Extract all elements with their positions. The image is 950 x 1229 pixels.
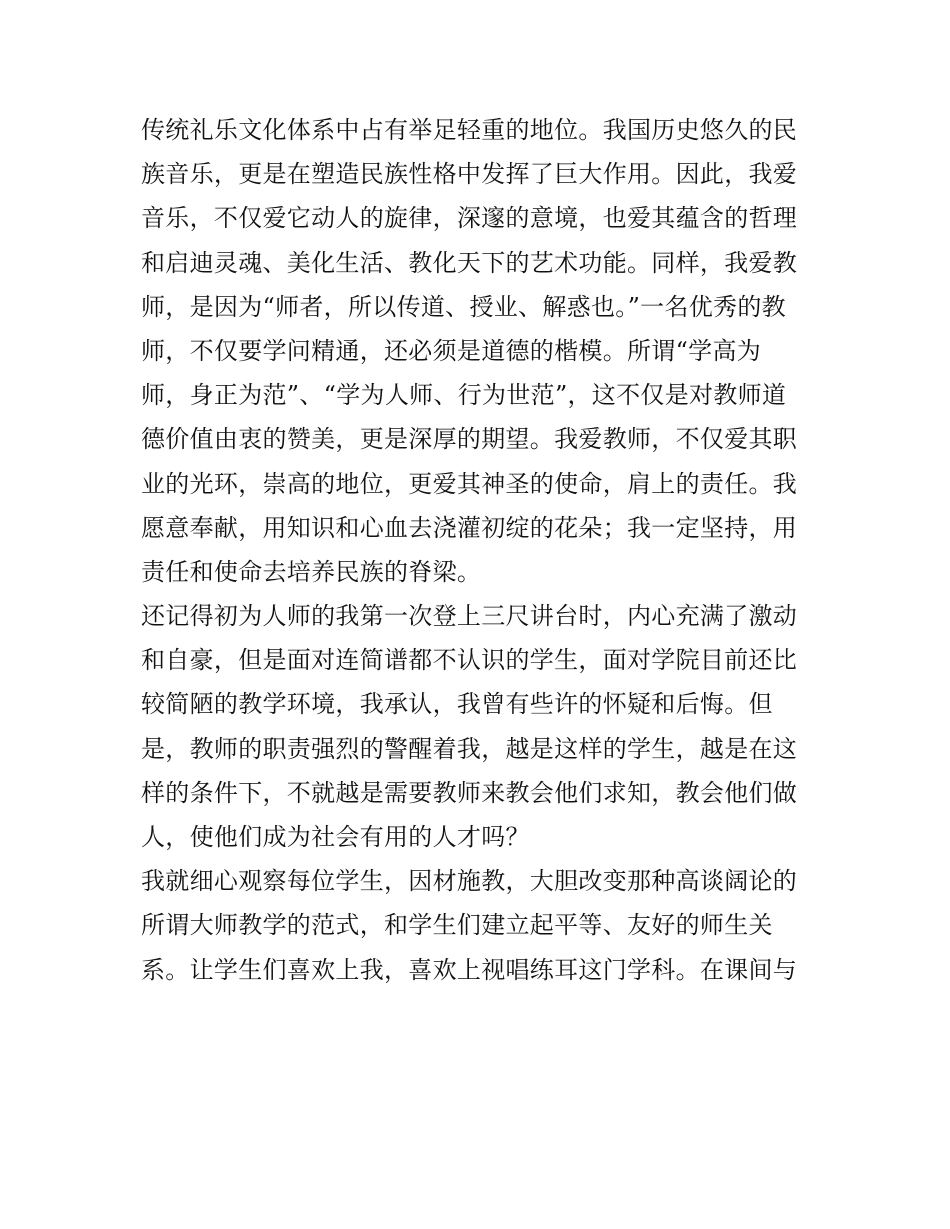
text-line: 传统礼乐文化体系中占有举足轻重的地位。我国历史悠久的民 [141,116,798,144]
text-line: 人，使他们成为社会有用的人才吗？ [141,823,530,851]
text-line: 业的光环，崇高的地位，更爱其神圣的使命，肩上的责任。我 [141,469,798,498]
text-line: 系。让学生们喜欢上我，喜欢上视唱练耳这门学科。在课间与 [141,955,798,984]
text-line: 还记得初为人师的我第一次登上三尺讲台时，内心充满了激动 [141,602,798,631]
text-line: 是，教师的职责强烈的警醒着我，越是这样的学生，越是在这 [141,734,798,763]
text-line: 师，是因为“师者，所以传道、授业、解惑也。”一名优秀的教 [141,292,786,321]
text-line: 德价值由衷的赞美，更是深厚的期望。我爱教师，不仅爱其职 [141,425,798,454]
text-line: 和自豪，但是面对连简谱都不认识的学生，面对学院目前还比 [141,646,798,675]
text-line: 师，身正为范”、“学为人师、行为世范”，这不仅是对教师道 [141,381,787,410]
text-line: 样的条件下，不就越是需要教师来教会他们求知，教会他们做 [141,778,798,807]
text-line: 所谓大师教学的范式，和学生们建立起平等、友好的师生关 [141,911,773,940]
text-line: 我就细心观察每位学生，因材施教，大胆改变那种高谈阔论的 [141,867,798,896]
text-line: 愿意奉献，用知识和心血去浇灌初绽的花朵；我一定坚持，用 [141,513,798,542]
text-line: 师，不仅要学问精通，还必须是道德的楷模。所谓“学高为 [141,336,762,365]
text-line: 较简陋的教学环境，我承认，我曾有些许的怀疑和后悔。但 [141,690,773,719]
text-line: 和启迪灵魂、美化生活、教化天下的艺术功能。同样，我爱教 [141,248,798,277]
body-text [141,108,821,992]
text-line: 族音乐，更是在塑造民族性格中发挥了巨大作用。因此，我爱 [141,160,798,189]
text-line: 音乐，不仅爱它动人的旋律，深邃的意境，也爱其蕴含的哲理 [141,204,798,233]
text-line: 责任和使命去培养民族的脊梁。 [141,557,482,586]
